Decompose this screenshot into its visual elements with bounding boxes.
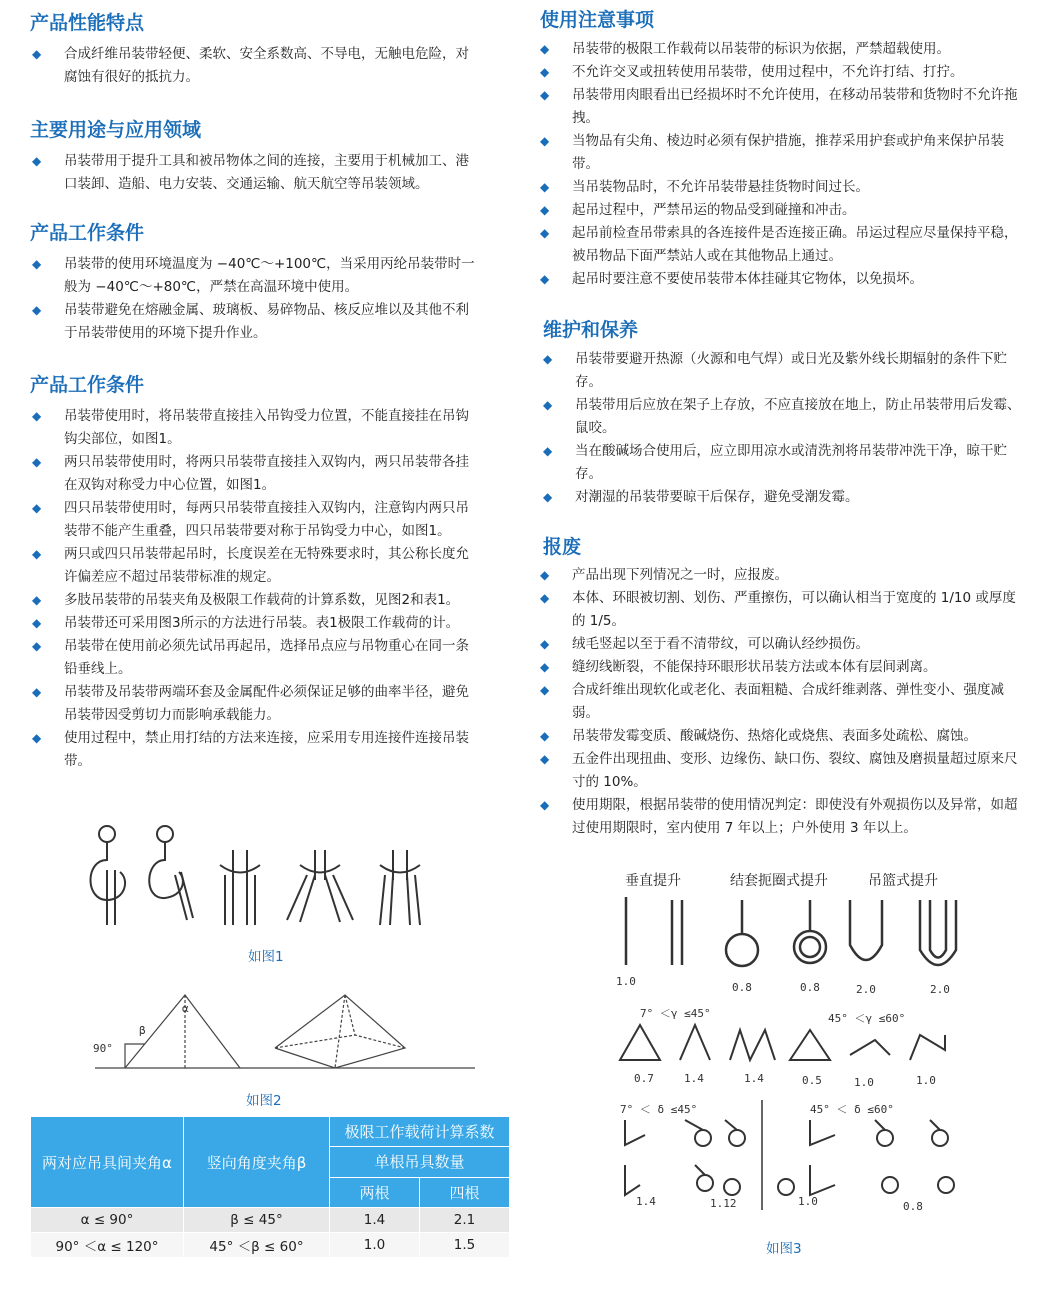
list-item: ◆ 产品出现下列情况之一时，应报废。: [538, 564, 1028, 587]
list-item: ◆ 起吊时要注意不要使吊装带本体挂碰其它物体，以免损坏。: [538, 268, 1018, 291]
cell: 45° ＜β ≤ 60°: [184, 1233, 330, 1258]
th-factor: 极限工作载荷计算系数: [330, 1117, 510, 1147]
section-title-scrap: 报废: [543, 536, 582, 558]
list-item: ◆ 当吊装物品时，不允许吊装带悬挂货物时间过长。: [538, 176, 1018, 199]
list-item: ◆ 对潮湿的吊装带要晾干后保存，避免受潮发霉。: [541, 486, 1021, 509]
figure-3-caption: 如图3: [766, 1241, 802, 1257]
cell: 90° ＜α ≤ 120°: [31, 1233, 184, 1258]
figure-1-hooks: [75, 820, 445, 930]
cell: 1.5: [419, 1233, 509, 1258]
list-item: ◆ 四只吊装带使用时，每两只吊装带直接挂入双钩内，注意钩内两只吊装带不能产生重叠，四只吊装带要对称于吊钩受力中心，如图1。: [30, 497, 480, 543]
list-item: ◆ 吊装带用肉眼看出已经损坏时不允许使用，在移动吊装带和货物时不允许拖拽。: [538, 84, 1018, 130]
svg-text:0.7: 0.7: [634, 1072, 654, 1085]
list-item: ◆ 当在酸碱场合使用后，应立即用凉水或清洗剂将吊装带冲洗干净，晾干贮存。: [541, 440, 1021, 486]
fig2-90deg: 90°: [93, 1042, 113, 1055]
svg-text:0.8: 0.8: [732, 981, 752, 994]
section-title-conditions: 产品工作条件: [30, 222, 145, 244]
svg-text:2.0: 2.0: [930, 983, 950, 996]
list-item: ◆ 当物品有尖角、棱边时必须有保护措施，推荐采用护套或护角来保护吊装带。: [538, 130, 1018, 176]
load-factor-table: [30, 1116, 510, 1258]
fig3-angle-4: 45° ＜ δ ≤60°: [810, 1103, 894, 1116]
fig3-angle-3: 7° ＜ δ ≤45°: [620, 1103, 698, 1116]
cell: 2.1: [419, 1208, 509, 1233]
svg-text:1.0: 1.0: [616, 975, 636, 988]
th-count: 单根吊具数量: [330, 1147, 510, 1177]
list-maintenance: [541, 348, 1021, 509]
cell: 1.4: [330, 1208, 420, 1233]
list-item: ◆ 起吊前检查吊带索具的各连接件是否连接正确。吊运过程应尽量保持平稳，被吊物品下面严禁站人或在其他物品上通过。: [538, 222, 1018, 268]
svg-text:2.0: 2.0: [856, 983, 876, 996]
fig3-row2-values: [634, 1072, 936, 1089]
list-item: ◆ 合成纤维吊装带轻便、柔软、安全系数高、不导电，无触电危险，对腐蚀有很好的抵抗力。: [30, 43, 480, 89]
fig2-alpha: α: [182, 1002, 189, 1015]
svg-text:1.0: 1.0: [798, 1195, 818, 1208]
svg-text:1.0: 1.0: [854, 1076, 874, 1089]
fig2-beta: β: [139, 1024, 146, 1037]
section-title-maintenance: 维护和保养: [543, 319, 639, 341]
figure-2-caption: 如图2: [246, 1093, 282, 1109]
list-item: ◆ 多肢吊装带的吊装夹角及极限工作载荷的计算系数，见图2和表1。: [30, 589, 480, 612]
fig3-row3-values: [636, 1195, 923, 1213]
list-item: ◆ 不允许交叉或扭转使用吊装带，使用过程中，不允许打结、打拧。: [538, 61, 1018, 84]
list-item: ◆ 起吊过程中，严禁吊运的物品受到碰撞和冲击。: [538, 199, 1018, 222]
list-item: ◆ 吊装带用于提升工具和被吊物体之间的连接，主要用于机械加工、港口装卸、造船、电力安装、交通运输、航天航空等吊装领域。: [30, 150, 480, 196]
list-scrap: [538, 564, 1028, 840]
svg-text:1.4: 1.4: [636, 1195, 656, 1208]
svg-text:1.0: 1.0: [916, 1074, 936, 1087]
list-item: ◆ 使用过程中，禁止用打结的方法来连接，应采用专用连接件连接吊装带。: [30, 727, 480, 773]
svg-text:1.12: 1.12: [710, 1197, 737, 1210]
list-item: ◆ 吊装带避免在熔融金属、玻璃板、易碎物品、核反应堆以及其他不利于吊装带使用的环境下提升作业。: [30, 299, 480, 345]
list-item: ◆ 五金件出现扭曲、变形、边缘伤、缺口伤、裂纹、腐蚀及磨损量超过原来尺寸的 10%。: [538, 748, 1028, 794]
section-title-performance: 产品性能特点: [30, 12, 145, 34]
svg-text:0.5: 0.5: [802, 1074, 822, 1087]
svg-text:1.4: 1.4: [684, 1072, 704, 1085]
list-item: ◆ 合成纤维出现软化或老化、表面粗糙、合成纤维剥落、弹性变小、强度减弱。: [538, 679, 1028, 725]
fig3-angle-2: 45° ＜γ ≤60°: [828, 1012, 906, 1025]
th-alpha: 两对应吊具间夹角α: [31, 1117, 184, 1208]
table-row: [31, 1233, 510, 1258]
svg-text:1.4: 1.4: [744, 1072, 764, 1085]
svg-text:0.8: 0.8: [800, 981, 820, 994]
th-beta: 竖向角度夹角β: [184, 1117, 330, 1208]
fig3-angle-1: 7° ＜γ ≤45°: [640, 1007, 711, 1020]
list-conditions: [30, 253, 480, 345]
list-item: ◆ 吊装带的极限工作载荷以吊装带的标识为依据，严禁超载使用。: [538, 38, 1018, 61]
list-item: ◆ 吊装带在使用前必须先试吊再起吊，选择吊点应与吊物重心在同一条铅垂线上。: [30, 635, 480, 681]
list-item: ◆ 吊装带的使用环境温度为 −40℃～+100℃，当采用丙纶吊装带时一般为 −40℃～+80℃，严禁在高温环境中使用。: [30, 253, 480, 299]
svg-text:0.8: 0.8: [903, 1200, 923, 1213]
list-item: ◆ 缝纫线断裂，不能保持环眼形状吊装方法或本体有层间剥离。: [538, 656, 1028, 679]
list-item: ◆ 吊装带还可采用图3所示的方法进行吊装。表1极限工作载荷的计。: [30, 612, 480, 635]
fig3-header-basket: 吊篮式提升: [868, 873, 938, 889]
list-item: ◆ 两只或四只吊装带起吊时，长度误差在无特殊要求时，其公称长度允许偏差应不超过吊装带标准的规定。: [30, 543, 480, 589]
list-performance: [30, 43, 480, 89]
table-row: [31, 1208, 510, 1233]
th-four: 四根: [419, 1177, 509, 1207]
section-title-applications: 主要用途与应用领域: [30, 119, 202, 141]
list-item: ◆ 吊装带发霉变质、酸碱烧伤、热熔化或烧焦、表面多处疏松、腐蚀。: [538, 725, 1028, 748]
list-precautions: [538, 38, 1018, 291]
fig3-header-vertical: 垂直提升: [625, 873, 681, 889]
th-two: 两根: [330, 1177, 420, 1207]
list-item: ◆ 使用期限，根据吊装带的使用情况判定：即使没有外观损伤以及异常，如超过使用期限时，室内使用 7 年以上；户外使用 3 年以上。: [538, 794, 1028, 840]
cell: α ≤ 90°: [31, 1208, 184, 1233]
list-item: ◆ 吊装带及吊装带两端环套及金属配件必须保证足够的曲率半径，避免吊装带因受剪切力而影响承载能力。: [30, 681, 480, 727]
section-title-precautions: 使用注意事项: [540, 9, 655, 31]
list-item: ◆ 吊装带要避开热源（火源和电气焊）或日光及紫外线长期辐射的条件下贮存。: [541, 348, 1021, 394]
list-item: ◆ 绒毛竖起以至于看不清带纹，可以确认经纱损伤。: [538, 633, 1028, 656]
figure-2-angles: [85, 990, 485, 1085]
list-item: ◆ 吊装带使用时，将吊装带直接挂入吊钩受力位置，不能直接挂在吊钩钩尖部位，如图1。: [30, 405, 480, 451]
list-item: ◆ 吊装带用后应放在架子上存放，不应直接放在地上，防止吊装带用后发霉、鼠咬。: [541, 394, 1021, 440]
list-item: ◆ 两只吊装带使用时，将两只吊装带直接挂入双钩内，两只吊装带各挂在双钩对称受力中心位置，如图1。: [30, 451, 480, 497]
figure-3-methods: [600, 865, 980, 1225]
section-title-conditions-2: 产品工作条件: [30, 374, 145, 396]
fig3-header-choke: 结套扼圈式提升: [730, 873, 828, 889]
list-conditions-2: [30, 405, 480, 773]
figure-1-caption: 如图1: [248, 949, 284, 965]
cell: 1.0: [330, 1233, 420, 1258]
cell: β ≤ 45°: [184, 1208, 330, 1233]
list-applications: [30, 150, 480, 196]
fig3-row1-values: [616, 975, 950, 996]
list-item: ◆ 本体、环眼被切割、划伤、严重擦伤，可以确认相当于宽度的 1/10 或厚度的 1/5。: [538, 587, 1028, 633]
